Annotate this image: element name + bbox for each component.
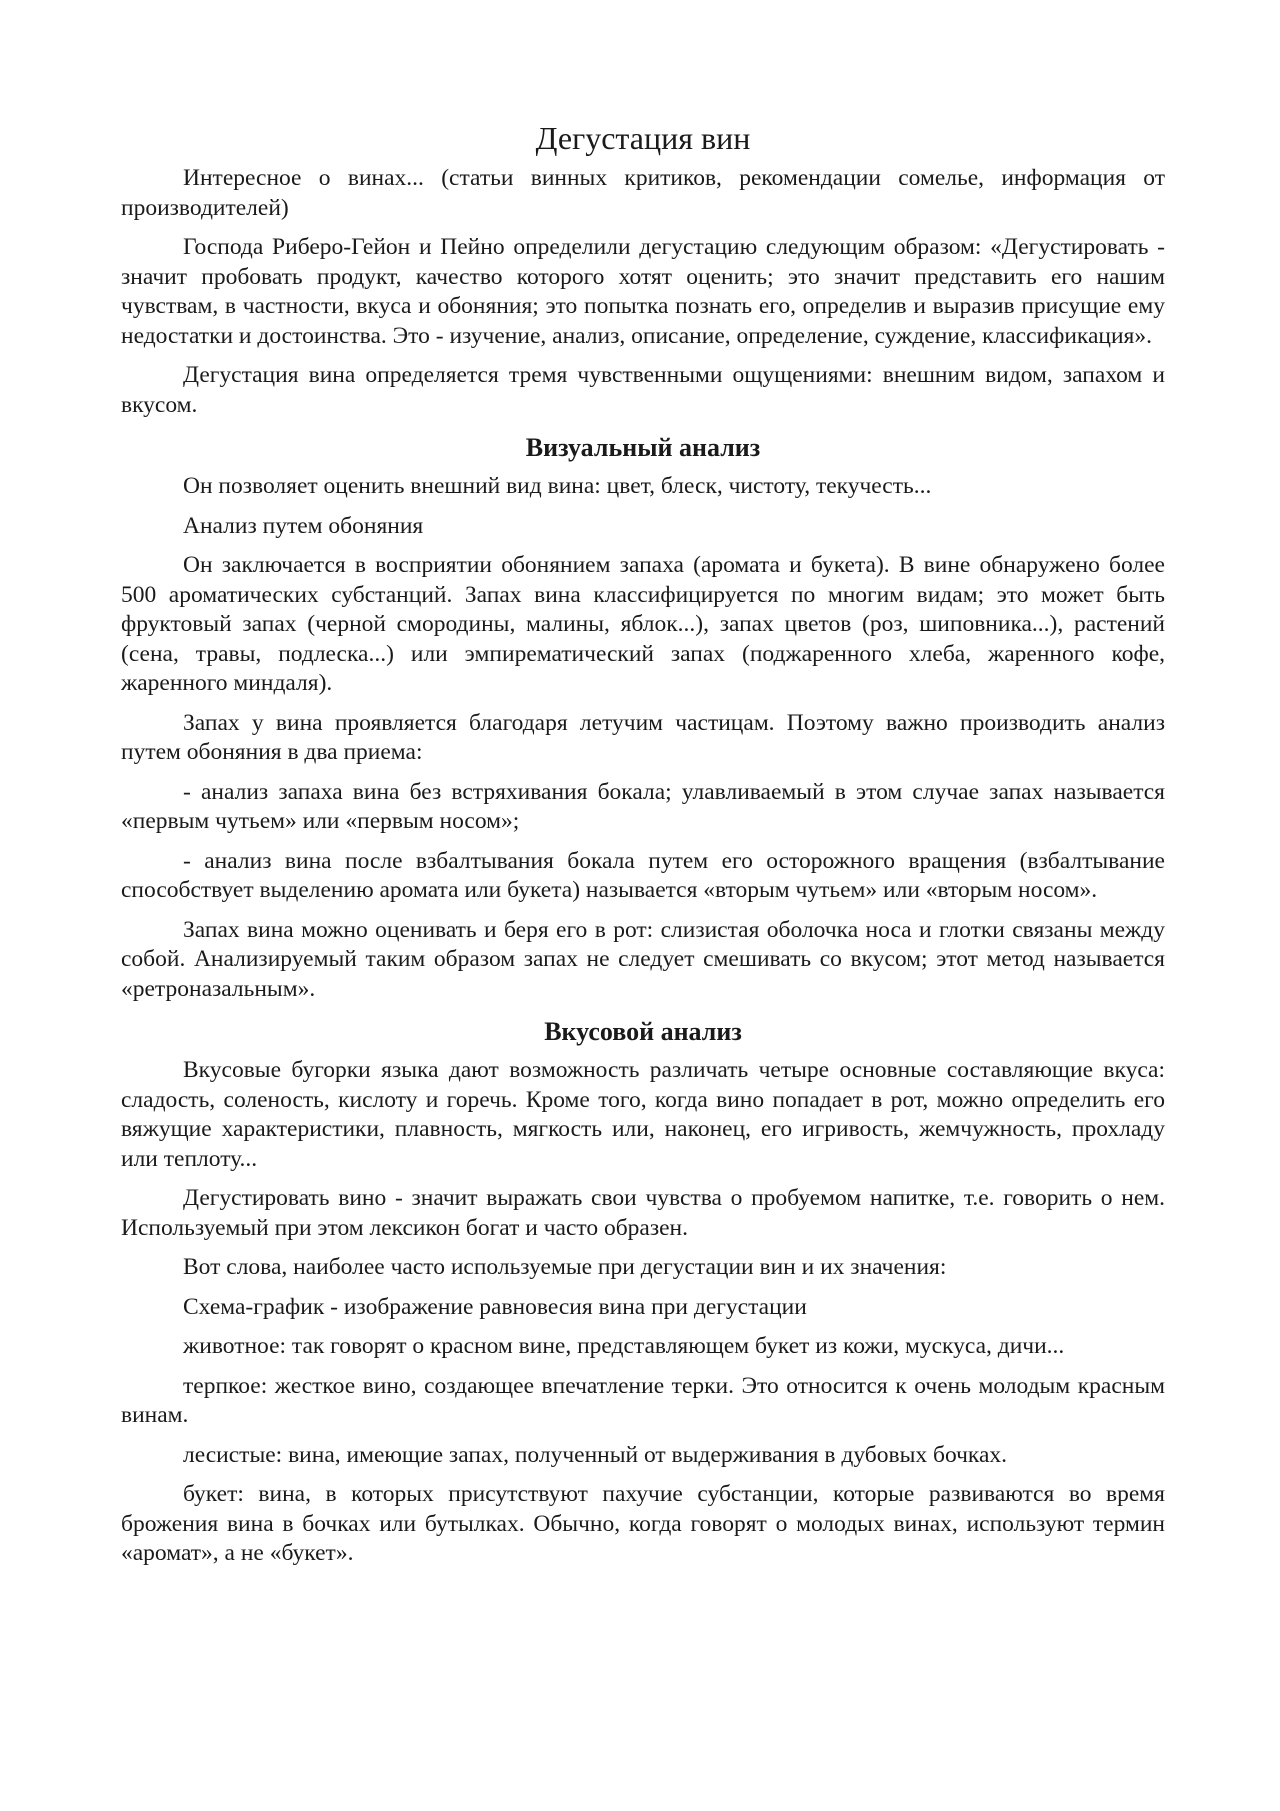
paragraph: терпкое: жесткое вино, создающее впечатление терки. Это относится к очень молодым красным винам. bbox=[121, 1372, 1165, 1428]
paragraph: Он позволяет оценить внешний вид вина: цвет, блеск, чистоту, текучесть... bbox=[183, 473, 932, 499]
paragraph: Господа Риберо-Гейон и Пейно определили дегустацию следующим образом: «Дегустировать - значит пробовать продукт, качество которого хотят оценить; это значит представить его нашим чувствам, в частности, вкуса и обоняния; это попытка познать его, определив и выразив присущие ему недостатки и достоинства. Это - изучение, анализ, описание, определение, суждение, классификация». bbox=[121, 234, 1165, 349]
paragraph: Схема-график - изображение равновесия вина при дегустации bbox=[183, 1293, 807, 1320]
paragraph: букет: вина, в которых присутствуют пахучие субстанции, которые развиваются во время брожения вина в бочках или бутылках. Обычно, когда говорят о молодых винах, используют термин «аромат», а не «букет». bbox=[121, 1481, 1165, 1566]
paragraph: Вкусовые бугорки языка дают возможность различать четыре основные составляющие вкуса: сладость, соленость, кислоту и горечь. Кроме того, когда вино попадает в рот, можно определить его вяжущие характеристики, плавность, мягкость или, наконец, его игривость, жемчужность, прохладу или теплоту... bbox=[121, 1057, 1165, 1172]
paragraph: Запах вина можно оценивать и беря его в рот: слизистая оболочка носа и глотки связаны между собой. Анализируемый таким образом запах не следует смешивать со вкусом; этот метод называется «ретроназальным». bbox=[121, 916, 1165, 1002]
paragraph: - анализ запаха вина без встряхивания бокала; улавливаемый в этом случае запах называется «первым чутьем» или «первым носом»; bbox=[121, 778, 1165, 834]
paragraph: Интересное о винах... (статьи винных критиков, рекомендации сомелье, информация от производителей) bbox=[121, 165, 1165, 221]
section-heading-visual: Визуальный анализ bbox=[525, 433, 761, 462]
paragraph: животное: так говорят о красном вине, представляющем букет из кожи, мускуса, дичи... bbox=[183, 1333, 1065, 1359]
page-title: Дегустация вин bbox=[535, 120, 751, 156]
paragraph: Дегустировать вино - значит выражать свои чувства о пробуемом напитке, т.е. говорить о нем. Используемый при этом лексикон богат и часто образен. bbox=[121, 1185, 1165, 1241]
paragraph: Запах у вина проявляется благодаря летучим частицам. Поэтому важно производить анализ путем обоняния в два приема: bbox=[121, 709, 1165, 765]
paragraph: Вот слова, наиболее часто используемые при дегустации вин и их значения: bbox=[183, 1254, 947, 1280]
document-page bbox=[121, 118, 1165, 1579]
paragraph: Анализ путем обоняния bbox=[183, 512, 424, 539]
paragraph: Дегустация вина определяется тремя чувственными ощущениями: внешним видом, запахом и вкусом. bbox=[121, 362, 1165, 418]
section-heading-taste: Вкусовой анализ bbox=[544, 1017, 742, 1046]
paragraph: лесистые: вина, имеющие запах, полученный от выдерживания в дубовых бочках. bbox=[183, 1441, 1008, 1468]
paragraph: Он заключается в восприятии обонянием запаха (аромата и букета). В вине обнаружено более 500 ароматических субстанций. Запах вина классифицируется по многим видам; это может быть фруктовый запах (черной смородины, малины, яблок...), запах цветов (роз, шиповника...), растений (сена, травы, подлеска...) или эмпирематический запах (поджаренного хлеба, жаренного кофе, жаренного миндаля). bbox=[121, 552, 1165, 696]
paragraph: - анализ вина после взбалтывания бокала путем его осторожного вращения (взбалтывание способствует выделению аромата или букета) называется «вторым чутьем» или «вторым носом». bbox=[121, 847, 1165, 903]
